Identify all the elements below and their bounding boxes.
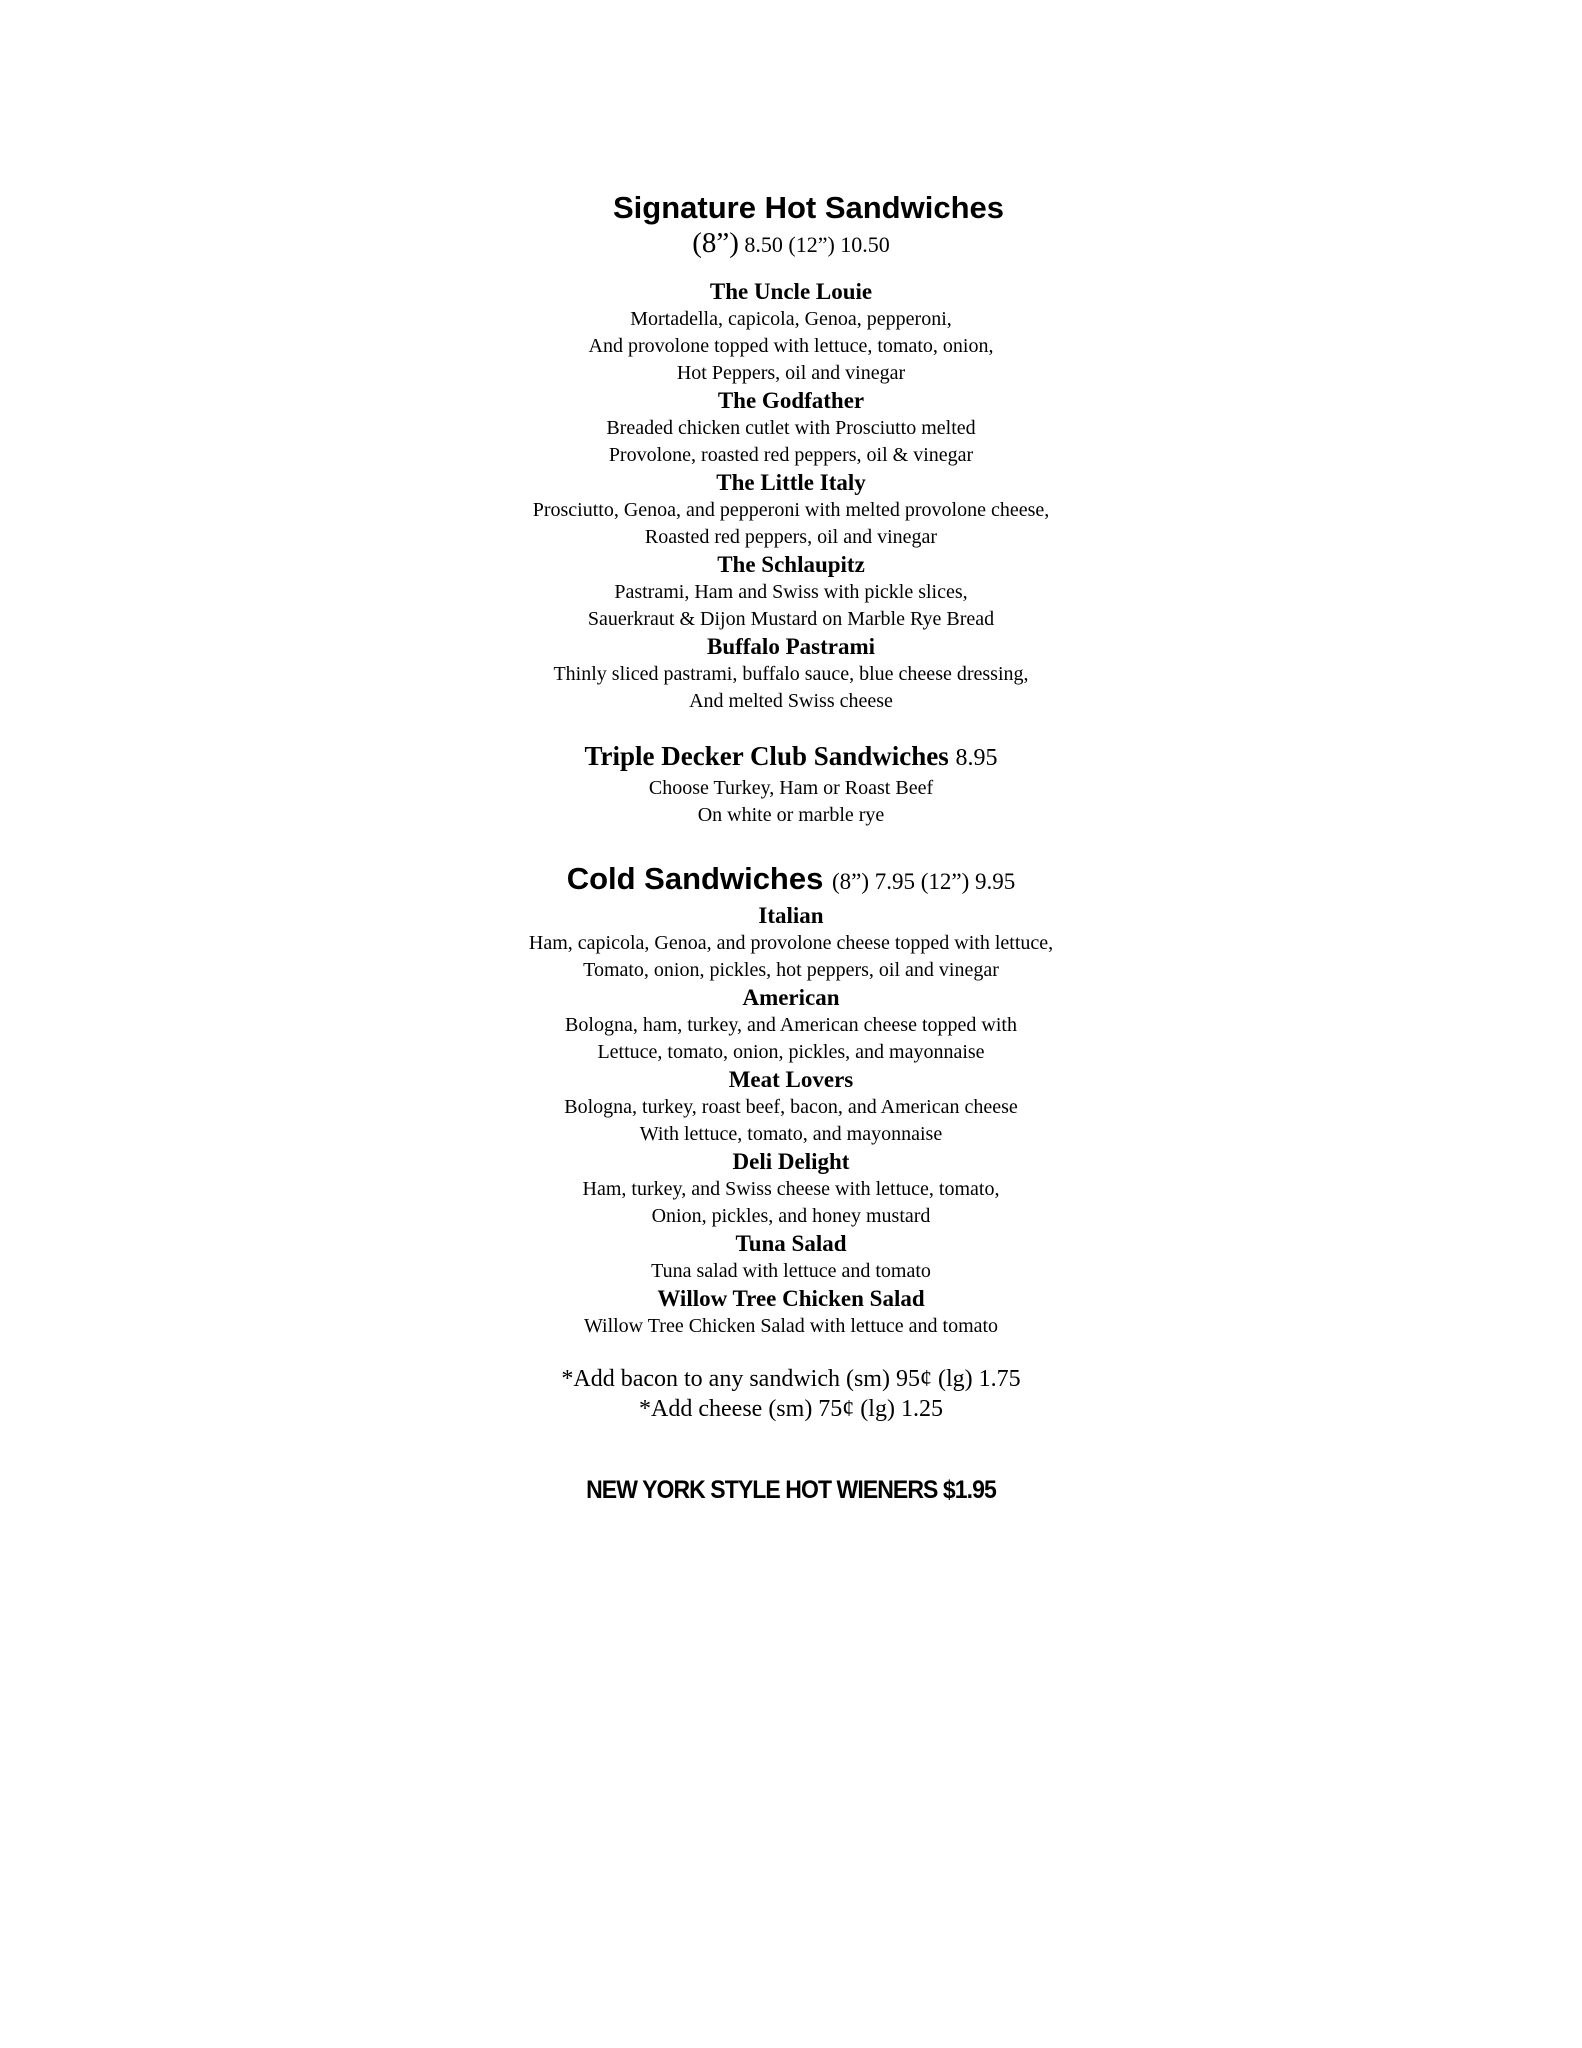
club-title: Triple Decker Club Sandwiches [584, 741, 949, 771]
signature-item-5 [0, 633, 1582, 715]
item-desc-line: And melted Swiss cheese [689, 690, 893, 712]
item-name: The Little Italy [716, 470, 866, 495]
cold-item-4 [0, 1148, 1582, 1230]
cold-item-3 [0, 1066, 1582, 1148]
signature-price-open: (8”) [692, 227, 739, 259]
item-desc-line: Mortadella, capicola, Genoa, pepperoni, [630, 308, 952, 330]
item-desc-line: Pastrami, Ham and Swiss with pickle slices, [614, 581, 968, 603]
addon-line: *Add cheese (sm) 75¢ (lg) 1.25 [639, 1396, 943, 1422]
item-name: American [742, 985, 840, 1010]
club-desc-line: Choose Turkey, Ham or Roast Beef [648, 777, 934, 799]
item-desc-line: Breaded chicken cutlet with Prosciutto melted [606, 417, 976, 439]
item-desc-line: Provolone, roasted red peppers, oil & vinegar [608, 444, 974, 466]
item-name: Tuna Salad [735, 1231, 847, 1256]
club-price: 8.95 [955, 745, 998, 771]
club-desc-line: On white or marble rye [697, 804, 885, 826]
hot-wieners-line: NEW YORK STYLE HOT WIENERS $1.95 [586, 1476, 996, 1504]
addons [0, 1364, 1582, 1424]
item-name: The Uncle Louie [709, 279, 873, 304]
cold-title: Cold Sandwiches [566, 861, 824, 896]
item-name: Deli Delight [732, 1149, 850, 1174]
club-title-line [0, 739, 1582, 775]
cold-item-6 [0, 1285, 1582, 1340]
item-desc-line: Thinly sliced pastrami, buffalo sauce, blue cheese dressing, [553, 663, 1029, 685]
item-desc-line: Sauerkraut & Dijon Mustard on Marble Rye Bread [587, 608, 995, 630]
item-name: The Schlaupitz [717, 552, 865, 577]
cold-item-5 [0, 1230, 1582, 1285]
signature-item-3 [0, 469, 1582, 551]
addon-line: *Add bacon to any sandwich (sm) 95¢ (lg) 1.75 [561, 1366, 1021, 1392]
item-desc-line: Hot Peppers, oil and vinegar [676, 362, 906, 384]
signature-price-rest: 8.50 (12”) 10.50 [738, 232, 890, 257]
item-desc-line: Tomato, onion, pickles, hot peppers, oil and vinegar [583, 959, 999, 981]
signature-price [0, 228, 1582, 260]
item-desc-line: Ham, capicola, Genoa, and provolone cheese topped with lettuce, [528, 932, 1054, 954]
item-desc-line: Bologna, turkey, roast beef, bacon, and American cheese [564, 1096, 1018, 1118]
item-desc-line: And provolone topped with lettuce, tomato, onion, [588, 335, 994, 357]
item-desc-line: Onion, pickles, and honey mustard [651, 1205, 931, 1227]
cold-item-1 [0, 902, 1582, 984]
cold-item-2 [0, 984, 1582, 1066]
club-section [0, 739, 1582, 829]
item-name: The Godfather [717, 388, 865, 413]
signature-title: Signature Hot Sandwiches [612, 190, 1004, 225]
signature-item-2 [0, 387, 1582, 469]
item-desc-line: Roasted red peppers, oil and vinegar [644, 526, 938, 548]
menu-content [0, 188, 1582, 1506]
item-name: Italian [758, 903, 824, 928]
cold-title-line [0, 859, 1582, 902]
item-desc-line: Prosciutto, Genoa, and pepperoni with melted provolone cheese, [532, 499, 1050, 521]
item-desc-line: With lettuce, tomato, and mayonnaise [639, 1123, 943, 1145]
item-name: Buffalo Pastrami [706, 634, 875, 659]
signature-item-4 [0, 551, 1582, 633]
item-desc-line: Bologna, ham, turkey, and American cheese topped with [565, 1014, 1017, 1036]
item-desc-line: Lettuce, tomato, onion, pickles, and mayonnaise [597, 1041, 985, 1063]
cold-price: (8”) 7.95 (12”) 9.95 [831, 869, 1016, 894]
item-desc-line: Tuna salad with lettuce and tomato [651, 1260, 931, 1282]
item-name: Willow Tree Chicken Salad [657, 1286, 925, 1311]
item-desc-line: Willow Tree Chicken Salad with lettuce and tomato [583, 1315, 999, 1337]
item-desc-line: Ham, turkey, and Swiss cheese with lettuce, tomato, [582, 1178, 1000, 1200]
item-name: Meat Lovers [728, 1067, 854, 1092]
signature-item-1 [0, 278, 1582, 387]
